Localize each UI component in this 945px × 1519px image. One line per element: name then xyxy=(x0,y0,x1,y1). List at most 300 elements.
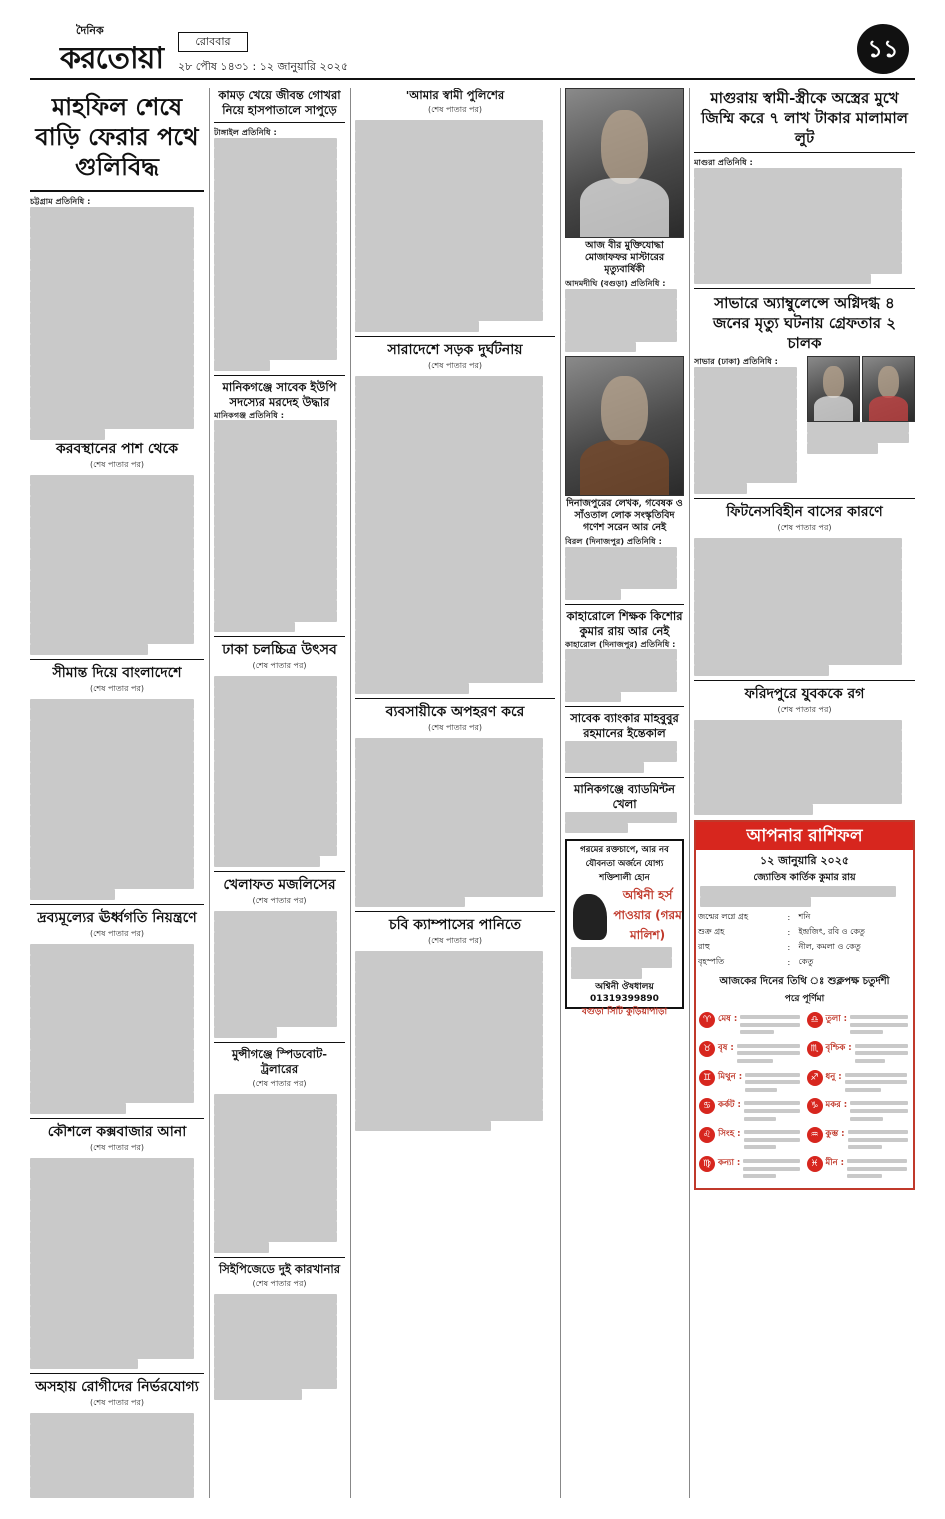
text-line xyxy=(694,559,902,570)
text-line xyxy=(214,579,337,590)
text-line xyxy=(30,762,194,773)
signs-grid xyxy=(696,1006,913,1188)
text-line xyxy=(694,377,797,388)
article-headline: ঢাকা চলচ্চিত্র উৎসব xyxy=(222,642,337,659)
ad-title: অশ্বিনী হর্স পাওয়ার (গরম মালিশ) xyxy=(613,888,682,943)
article-headline: সিইপিজেডে দুই কারখানার xyxy=(218,1261,341,1276)
text-line xyxy=(355,184,543,195)
planet-value: ইন্দ্রজিৎ, রবি ও কেতু xyxy=(798,927,865,937)
text-line xyxy=(700,897,811,908)
text-line xyxy=(355,567,543,578)
separator: : xyxy=(787,913,791,923)
text-line xyxy=(30,429,105,440)
text-line xyxy=(355,524,543,535)
accused-photo xyxy=(807,356,860,422)
text-line xyxy=(30,1263,194,1274)
text-line xyxy=(214,835,337,846)
text-line xyxy=(355,588,543,599)
text-line xyxy=(214,1389,302,1400)
zodiac-name: বৃশ্চিক : xyxy=(825,1042,852,1053)
text-line xyxy=(355,812,543,823)
article-headline: ফরিদপুরে যুবককে রগ xyxy=(744,685,865,702)
text-line xyxy=(214,793,337,804)
text-line xyxy=(694,263,902,274)
text-line xyxy=(743,1159,800,1163)
brand-logo: করতোয়া xyxy=(60,41,164,76)
text-line xyxy=(30,228,194,239)
text-line xyxy=(214,740,337,751)
text-line xyxy=(565,649,677,660)
horoscope-date: ১২ জানুয়ারি ২০২৫ xyxy=(759,853,849,867)
column-5 xyxy=(694,88,915,1498)
text-line xyxy=(355,1047,543,1058)
text-line xyxy=(30,387,194,398)
continued-note: (শেষ পাতার পর) xyxy=(252,1078,307,1088)
text-line xyxy=(214,420,337,431)
planet-row xyxy=(696,940,913,955)
ad-tagline: গরমের রক্তচাপে, আর নব যৌবনতা অর্জনে যোগ্য শক্তিশালী হোন xyxy=(580,845,669,884)
text-line xyxy=(694,601,902,612)
text-line xyxy=(355,598,543,609)
tithi-heading: আজকের দিনের তিথি ঃ শুক্লপক্ষ চতুর্দশী xyxy=(719,976,890,988)
zodiac-name: তুলা : xyxy=(825,1014,848,1025)
zodiac-sign-item xyxy=(699,1098,803,1124)
text-line xyxy=(214,771,337,782)
column-divider xyxy=(350,88,351,1498)
text-lines xyxy=(694,367,804,494)
text-line xyxy=(30,1477,194,1488)
text-line xyxy=(694,773,902,784)
text-line xyxy=(694,178,902,189)
text-line xyxy=(744,1130,801,1134)
text-line xyxy=(744,1109,800,1113)
text-line xyxy=(355,461,543,472)
text-line xyxy=(694,199,902,210)
article-headline: সারাদেশে সড়ক দুর্ঘটনায় xyxy=(387,341,523,358)
text-line xyxy=(30,1158,194,1169)
text-line xyxy=(30,965,194,976)
text-line xyxy=(694,654,902,665)
text-line xyxy=(355,662,543,673)
text-line xyxy=(214,590,337,601)
zodiac-sign-item xyxy=(699,1156,803,1182)
text-line xyxy=(214,1027,277,1038)
text-line xyxy=(355,258,543,269)
text-line xyxy=(214,697,337,708)
text-line xyxy=(355,376,543,387)
text-line xyxy=(30,955,194,966)
zodiac-icon: ♈ xyxy=(699,1012,715,1028)
text-line xyxy=(30,1008,194,1019)
horoscope-title: আপনার রাশিফল xyxy=(696,822,913,850)
text-line xyxy=(355,1015,543,1026)
text-line xyxy=(214,138,337,149)
zodiac-name: কর্কট : xyxy=(718,1100,741,1111)
text-line xyxy=(848,1145,882,1149)
text-line xyxy=(355,769,543,780)
text-line xyxy=(214,159,337,170)
dateline: আদমদীঘি (বগুড়া) প্রতিনিধি : xyxy=(565,278,666,288)
text-line xyxy=(30,376,194,387)
text-lines xyxy=(567,947,682,979)
text-line xyxy=(30,836,194,847)
text-line xyxy=(214,1210,337,1221)
text-line xyxy=(30,217,194,228)
text-line xyxy=(855,1059,885,1063)
text-line xyxy=(214,516,337,527)
column-divider xyxy=(209,88,210,1498)
text-line xyxy=(214,1094,337,1105)
text-line xyxy=(30,302,194,313)
text-line xyxy=(30,1168,194,1179)
text-line xyxy=(565,741,677,752)
text-line xyxy=(355,994,543,1005)
text-line xyxy=(847,1167,907,1171)
text-line xyxy=(355,471,543,482)
text-line xyxy=(30,644,148,655)
text-line xyxy=(214,676,337,687)
text-line xyxy=(355,131,543,142)
text-line xyxy=(214,441,337,452)
text-line xyxy=(807,443,878,454)
text-line xyxy=(30,1348,194,1359)
text-line xyxy=(847,1159,907,1163)
text-line xyxy=(30,1285,194,1296)
continued-note: (শেষ পাতার পর) xyxy=(252,661,307,671)
text-line xyxy=(214,1221,337,1232)
text-line xyxy=(214,201,337,212)
brand-small: দৈনিক xyxy=(76,24,104,37)
text-line xyxy=(745,1088,777,1092)
text-line xyxy=(565,568,677,579)
planet-row xyxy=(696,925,913,940)
text-line xyxy=(30,517,194,528)
text-line xyxy=(214,1368,337,1379)
text-line xyxy=(30,889,115,900)
text-line xyxy=(30,1200,194,1211)
text-line xyxy=(355,577,543,588)
text-line xyxy=(214,318,337,329)
text-line xyxy=(30,323,194,334)
text-line xyxy=(355,759,543,770)
text-line xyxy=(355,673,543,684)
text-line xyxy=(30,623,194,634)
text-line xyxy=(30,1488,194,1498)
text-line xyxy=(694,644,902,655)
text-line xyxy=(850,1023,908,1027)
text-line xyxy=(30,1435,194,1446)
text-line xyxy=(214,750,337,761)
text-line xyxy=(565,823,628,834)
text-line xyxy=(355,450,543,461)
text-line xyxy=(214,1105,337,1116)
text-line xyxy=(214,1126,337,1137)
continued-note: (শেষ পাতার পর) xyxy=(89,683,145,693)
text-line xyxy=(565,681,677,692)
text-line xyxy=(214,932,337,943)
text-lines xyxy=(30,1413,204,1498)
text-line xyxy=(30,1466,194,1477)
text-line xyxy=(694,252,902,263)
separator: : xyxy=(787,958,791,968)
text-line xyxy=(30,1306,194,1317)
text-line xyxy=(30,313,194,324)
text-line xyxy=(214,1115,337,1126)
text-line xyxy=(355,120,543,131)
text-line xyxy=(355,1121,491,1132)
text-line xyxy=(30,528,194,539)
text-line xyxy=(565,547,677,558)
text-line xyxy=(355,630,543,641)
article-headline: কাহারোলে শিক্ষক কিশোর কুমার রায় আর নেই xyxy=(566,608,683,638)
zodiac-icon: ♓ xyxy=(807,1156,823,1172)
text-line xyxy=(355,1089,543,1100)
text-line xyxy=(214,452,337,463)
text-line xyxy=(214,484,337,495)
text-line xyxy=(745,1080,800,1084)
text-line xyxy=(700,886,896,897)
text-line xyxy=(355,439,543,450)
text-line xyxy=(214,558,337,569)
continued-note: (শেষ পাতার পর) xyxy=(252,1278,307,1288)
text-line xyxy=(214,360,270,371)
text-line xyxy=(214,761,337,772)
text-lines xyxy=(214,420,345,632)
text-lines xyxy=(214,138,345,371)
text-line xyxy=(355,141,543,152)
text-lines xyxy=(696,886,913,907)
text-line xyxy=(214,1017,337,1028)
article-headline: ব্যবসায়ীকে অপহরণ করে xyxy=(385,703,525,720)
text-line xyxy=(214,526,337,537)
text-line xyxy=(694,231,902,242)
text-lines xyxy=(694,720,915,815)
text-line xyxy=(355,321,479,332)
text-line xyxy=(214,537,337,548)
text-line xyxy=(30,805,194,816)
text-line xyxy=(214,254,337,265)
text-line xyxy=(30,1179,194,1190)
article-headline: কামড় খেয়ে জীবন্ত গোখরা নিয়ে হাসপাতালে সাপুড়ে xyxy=(218,88,341,117)
text-line xyxy=(30,847,194,858)
text-line xyxy=(565,752,677,763)
text-line xyxy=(355,268,543,279)
zodiac-sign-item xyxy=(807,1041,911,1067)
text-line xyxy=(355,215,543,226)
text-line xyxy=(30,570,194,581)
zodiac-icon: ♐ xyxy=(807,1070,823,1086)
text-lines xyxy=(694,538,915,676)
zodiac-sign-item xyxy=(807,1156,911,1182)
text-line xyxy=(30,344,194,355)
text-line xyxy=(744,1117,776,1121)
text-line xyxy=(30,1061,194,1072)
text-line xyxy=(30,1242,194,1253)
article-headline: সাভারে অ্যাম্বুলেন্সে অগ্নিদগ্ধ ৪ জনের মৃত্যু ঘটনায় গ্রেফতার ২ চালক xyxy=(713,294,896,353)
text-line xyxy=(30,997,194,1008)
zodiac-name: মেষ : xyxy=(718,1014,738,1025)
zodiac-sign-item xyxy=(807,1012,911,1038)
text-line xyxy=(355,194,543,205)
text-line xyxy=(845,1080,908,1084)
article-headline: খেলাফত মজলিসের xyxy=(223,876,336,893)
text-line xyxy=(30,549,194,560)
text-line xyxy=(30,1232,194,1243)
horoscope-author: জ্যোতিষ কার্তিক কুমার রায় xyxy=(753,871,856,883)
text-line xyxy=(565,342,636,353)
text-line xyxy=(214,1189,337,1200)
text-line xyxy=(30,366,194,377)
photo-caption: আজ বীর মুক্তিযোদ্ধা মোজাফফর মাস্টারের মৃত্যুবার্ষিকী xyxy=(584,240,665,275)
text-line xyxy=(737,1051,800,1055)
text-line xyxy=(850,1109,907,1113)
text-line xyxy=(694,399,797,410)
text-line xyxy=(214,307,337,318)
text-line xyxy=(30,720,194,731)
text-line xyxy=(355,951,543,962)
text-line xyxy=(214,275,337,286)
planet-value: কেতু xyxy=(798,957,814,967)
continued-note: (শেষ পাতার পর) xyxy=(89,459,145,469)
text-line xyxy=(214,1294,337,1305)
zodiac-icon: ♎ xyxy=(807,1012,823,1028)
text-line xyxy=(214,1136,337,1147)
text-line xyxy=(30,1413,194,1424)
text-line xyxy=(694,451,797,462)
article-headline: সীমান্ত দিয়ে বাংলাদেশে xyxy=(52,664,182,681)
text-line xyxy=(214,265,337,276)
text-line xyxy=(565,692,621,703)
text-line xyxy=(30,408,194,419)
text-line xyxy=(355,833,543,844)
text-line xyxy=(30,815,194,826)
text-line xyxy=(355,311,543,322)
text-lines xyxy=(355,376,555,694)
text-line xyxy=(214,964,337,975)
text-line xyxy=(30,879,194,890)
zodiac-icon: ♉ xyxy=(699,1041,715,1057)
dateline: চট্টগ্রাম প্রতিনিধি : xyxy=(30,196,91,206)
text-line xyxy=(214,953,337,964)
dateline: টাঙ্গাইল প্রতিনিধি : xyxy=(214,127,277,137)
text-line xyxy=(30,1359,138,1370)
text-line xyxy=(214,846,337,857)
column-3 xyxy=(355,88,555,1498)
text-line xyxy=(355,897,465,908)
text-line xyxy=(214,1242,269,1253)
text-line xyxy=(694,388,797,399)
text-line xyxy=(694,274,871,285)
text-line xyxy=(694,441,797,452)
text-line xyxy=(214,494,337,505)
text-line xyxy=(30,1189,194,1200)
text-line xyxy=(214,687,337,698)
zodiac-sign-item xyxy=(807,1070,911,1096)
text-line xyxy=(355,683,469,694)
text-line xyxy=(355,237,543,248)
zodiac-sign-item xyxy=(699,1041,803,1067)
text-line xyxy=(30,1018,194,1029)
planet-row xyxy=(696,955,913,970)
text-line xyxy=(214,622,295,633)
text-line xyxy=(214,985,337,996)
zodiac-name: বৃষ : xyxy=(718,1042,734,1053)
text-line xyxy=(214,1232,337,1243)
text-line xyxy=(214,1336,337,1347)
text-line xyxy=(565,589,621,600)
zodiac-sign-item xyxy=(699,1127,803,1153)
text-line xyxy=(694,591,902,602)
text-line xyxy=(694,570,902,581)
text-line xyxy=(30,496,194,507)
text-line xyxy=(743,1174,776,1178)
text-line xyxy=(214,1315,337,1326)
text-line xyxy=(30,784,194,795)
text-line xyxy=(30,752,194,763)
article-headline: কৌশলে কক্সবাজার আনা xyxy=(47,1123,187,1140)
text-lines xyxy=(30,207,204,440)
article-headline: দ্রব্যমূল্যের ঊর্ধ্বগতি নিয়ন্ত্রণে xyxy=(37,910,197,927)
text-line xyxy=(30,944,194,955)
text-line xyxy=(855,1051,908,1055)
text-line xyxy=(214,719,337,730)
text-line xyxy=(355,1036,543,1047)
text-line xyxy=(30,591,194,602)
text-line xyxy=(30,475,194,486)
column-2 xyxy=(214,88,345,1498)
article-headline: মানিকগঞ্জে সাবেক ইউপি সদস্যের মরদেহ উদ্ধার xyxy=(222,379,337,409)
text-line xyxy=(30,1445,194,1456)
article-headline: মানিকগঞ্জে ব্যাডমিন্টন খেলা xyxy=(573,782,676,812)
text-line xyxy=(744,1101,800,1105)
text-line xyxy=(565,812,677,823)
text-line xyxy=(848,1130,908,1134)
text-line xyxy=(694,720,902,731)
text-line xyxy=(355,205,543,216)
text-line xyxy=(845,1073,908,1077)
text-line xyxy=(694,794,902,805)
text-line xyxy=(848,1138,908,1142)
text-line xyxy=(355,865,543,876)
text-line xyxy=(694,580,902,591)
text-line xyxy=(740,1015,800,1019)
portrait-photo xyxy=(565,356,684,496)
text-line xyxy=(214,803,337,814)
text-line xyxy=(565,310,677,321)
text-line xyxy=(355,1100,543,1111)
text-line xyxy=(355,844,543,855)
text-line xyxy=(355,962,543,973)
text-line xyxy=(30,238,194,249)
text-line xyxy=(850,1101,907,1105)
text-line xyxy=(355,226,543,237)
text-line xyxy=(694,804,813,815)
text-line xyxy=(694,730,902,741)
text-line xyxy=(30,1295,194,1306)
text-line xyxy=(565,331,677,342)
text-line xyxy=(214,328,337,339)
planet-value: নীল, কমলা ও কেতু xyxy=(798,942,861,952)
text-line xyxy=(214,1200,337,1211)
text-line xyxy=(30,1029,194,1040)
text-line xyxy=(355,822,543,833)
text-line xyxy=(214,180,337,191)
text-line xyxy=(30,1082,194,1093)
text-line xyxy=(694,783,902,794)
text-line xyxy=(694,221,902,232)
zodiac-icon: ♒ xyxy=(807,1127,823,1143)
column-1 xyxy=(30,88,204,1498)
